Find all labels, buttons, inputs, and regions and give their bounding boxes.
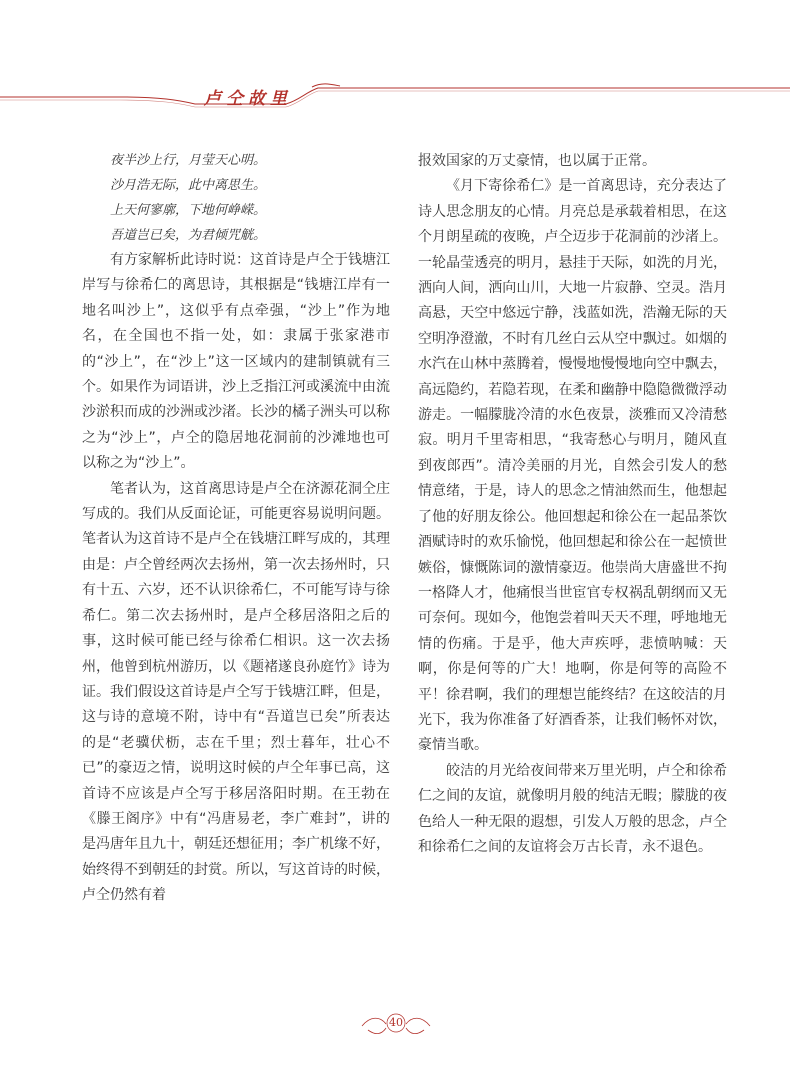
poem-line: 上天何寥廓，下地何峥嵘。 bbox=[110, 203, 267, 218]
right-column bbox=[418, 149, 727, 860]
poem-line: 沙月浩无际，此中离思生。 bbox=[110, 178, 267, 193]
header-ornament bbox=[0, 0, 790, 130]
poem bbox=[110, 148, 390, 248]
poem-line: 吾道岂已矣，为君倾咒觥。 bbox=[110, 228, 267, 243]
page-number-ornament bbox=[358, 1010, 434, 1040]
left-column bbox=[82, 148, 390, 909]
poem-line: 夜半沙上行，月莹天心明。 bbox=[110, 153, 267, 168]
paragraph: 皎洁的月光给夜间带来万里光明，卢仝和徐希仁之间的友谊，就像明月般的纯洁无暇；朦胧的夜色给人一种无限的遐想，引发人万般的思念，卢仝和徐希仁之间的友谊将会万古长青，永不退色。 bbox=[418, 762, 727, 855]
paragraph-continuation: 报效国家的万丈豪情，也以属于正常。 bbox=[418, 153, 656, 169]
paragraph: 《月下寄徐希仁》是一首离思诗，充分表达了诗人思念朋友的心情。月亮总是承载着相思，在这个月朗星疏的夜晚，卢仝迈步于花洞前的沙渚上。一轮晶莹透亮的明月，悬挂于天际，如洗的月光，洒向人间，洒向山川，大地一片寂静、空灵。浩月高悬，天空中悠远宁静，浅蓝如洗，浩瀚无际的天空明净澄澈，不时有几丝白云从空中飘过。如烟的水汽在山林中蒸腾着，慢慢地慢慢地向空中飘去，高远隐约，若隐若现，在柔和幽静中隐隐微微浮动游走。一幅朦胧冷清的水色夜景，淡雅而又冷清愁寂。明月千里寄相思，“我寄愁心与明月，随风直到夜郎西”。清冷美丽的月光，自然会引发人的愁情意绪，于是，诗人的思念之情油然而生，他想起了他的好朋友徐公。他回想起和徐公在一起品茶饮酒赋诗时的欢乐愉悦，他回想起和徐公在一起愤世嫉俗，慷慨陈词的激情豪迈。他崇尚大唐盛世不拘一格降人才，他痛恨当世宦官专权祸乱朝纲而又无可奈何。现如今，他饱尝着叫天天不理，呼地地无情的伤痛。于是乎，他大声疾呼，悲愤呐喊：天啊，你是何等的广大！地啊，你是何等的高险不平！徐君啊，我们的理想岂能终结？在这皎洁的月光下，我为你准备了好酒香茶，让我们畅怀对饮，豪情当歌。 bbox=[418, 178, 727, 754]
page-number: 40 bbox=[389, 1016, 403, 1029]
page-header bbox=[0, 0, 790, 130]
paragraph: 有方家解析此诗时说：这首诗是卢仝于钱塘江岸写与徐希仁的离思诗，其根据是“钱塘江岸有一地名叫沙上”，这似乎有点牵强，“沙上”作为地名，在全国也不指一处，如：隶属于张家港市的“沙上”，在“沙上”这一区域内的建制镇就有三个。如果作为词语讲，沙上乏指江河或溪流中由流沙淤积而成的沙洲或沙渚。长沙的橘子洲头可以称之为“沙上”，卢仝的隐居地花洞前的沙滩地也可以称之为“沙上”。 bbox=[82, 252, 390, 472]
section-title: 卢仝故里 bbox=[204, 89, 292, 109]
paragraph: 笔者认为，这首离思诗是卢仝在济源花洞仝庄写成的。我们从反面论证，可能更容易说明问题。笔者认为这首诗不是卢仝在钱塘江畔写成的，其理由是：卢仝曾经两次去扬州，第一次去扬州时，只有十五、六岁，还不认识徐希仁，不可能写诗与徐希仁。第二次去扬州时，是卢仝移居洛阳之后的事，这时候可能已经与徐希仁相识。这一次去扬州，他曾到杭州游历，以《题褚遂良孙庭竹》诗为证。我们假设这首诗是卢仝写于钱塘江畔，但是，这与诗的意境不附，诗中有“吾道岂已矣”所表达的是“老骥伏枥，志在千里；烈士暮年，壮心不已”的豪迈之情，说明这时候的卢仝年事已高，这首诗不应该是卢仝写于移居洛阳时期。在王勃在《滕王阁序》中有“冯唐易老，李广难封”，讲的是冯唐年且九十，朝廷还想征用；李广机缘不好，始终得不到朝廷的封赏。所以，写这首诗的时候，卢仝仍然有着 bbox=[82, 480, 390, 904]
